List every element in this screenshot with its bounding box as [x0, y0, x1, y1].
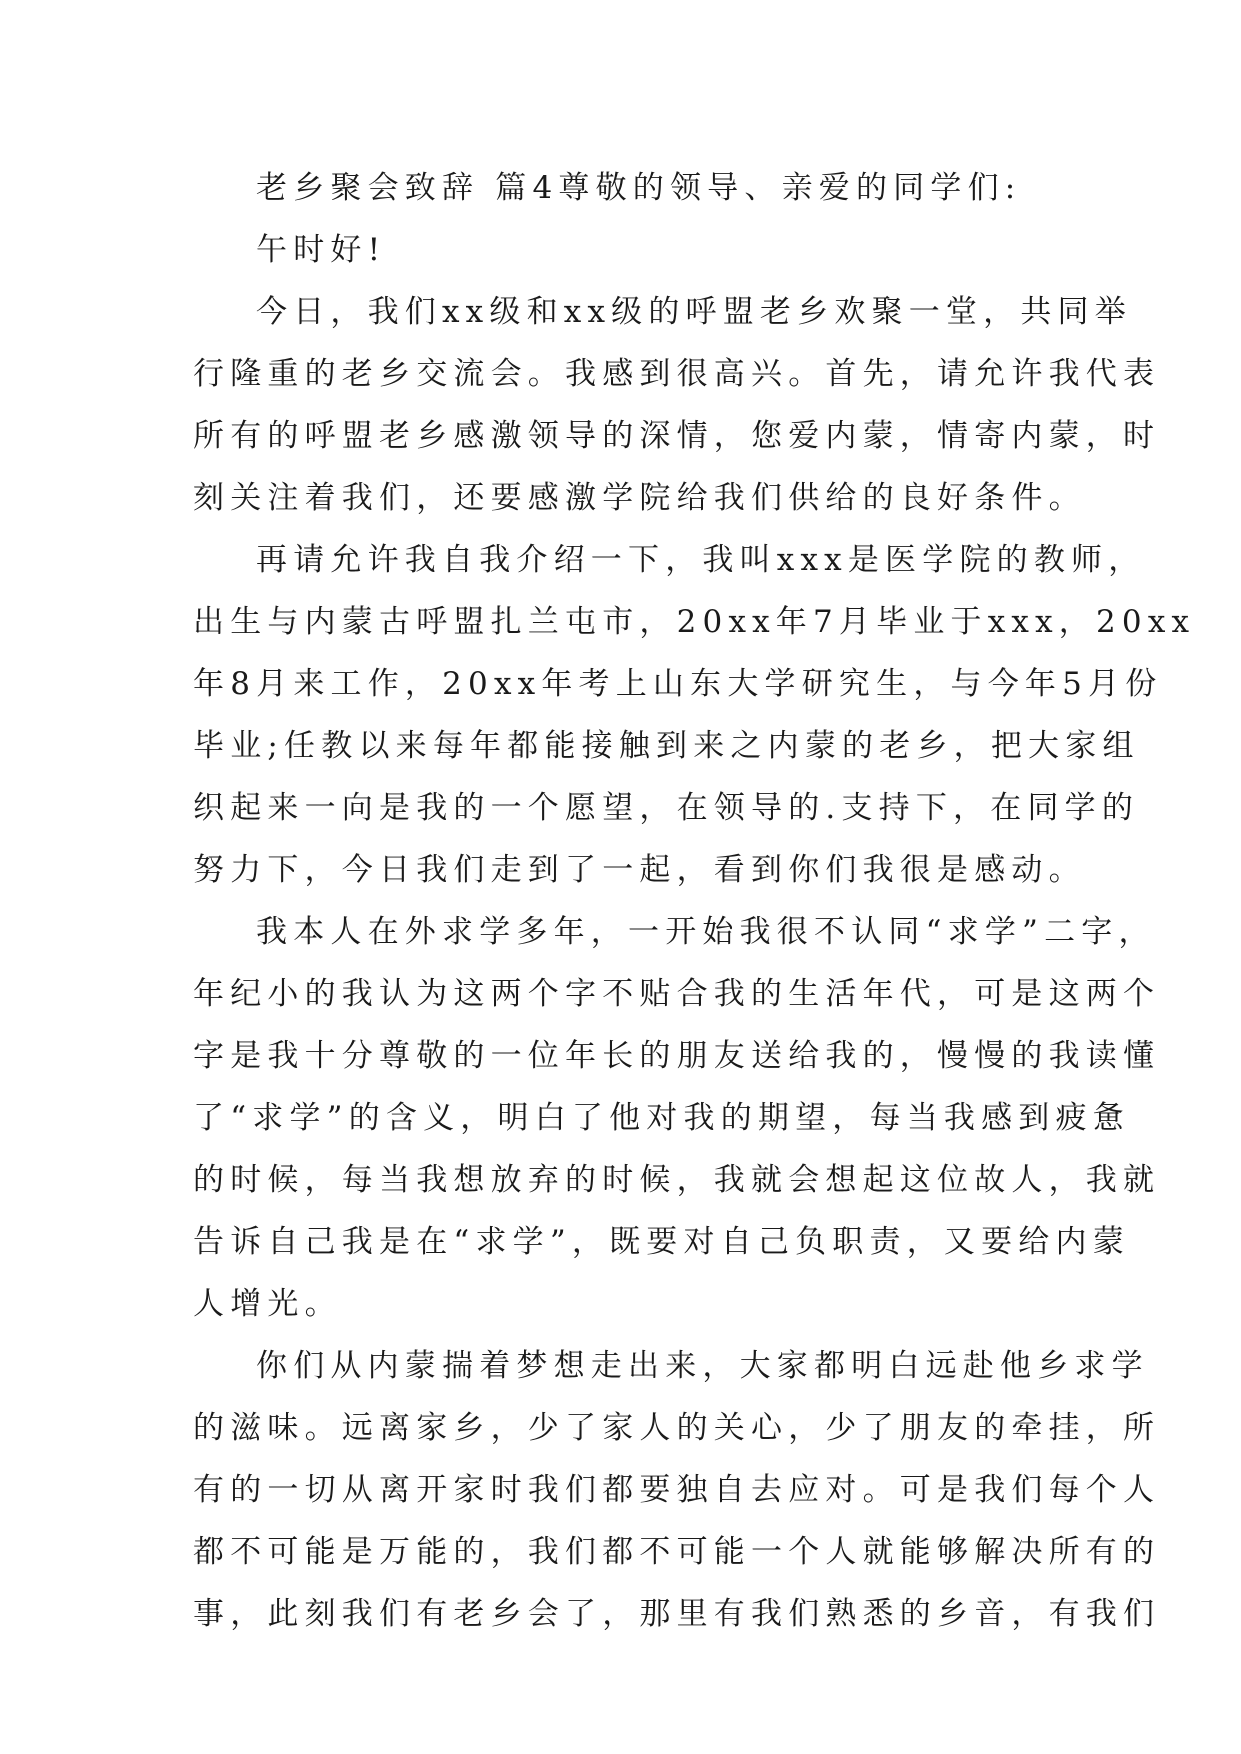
text-line: 织起来一向是我的一个愿望，在领导的.支持下，在同学的: [193, 790, 1140, 826]
text-line: 了“求学”的含义，明白了他对我的期望，每当我感到疲惫: [193, 1100, 1130, 1136]
text-line: 所有的呼盟老乡感激领导的深情，您爱内蒙，情寄内蒙，时: [193, 418, 1161, 454]
text-line: 老乡聚会致辞 篇4尊敬的领导、亲爱的同学们:: [256, 170, 1022, 206]
text-line: 刻关注着我们，还要感激学院给我们供给的良好条件。: [193, 480, 1086, 516]
text-line: 再请允许我自我介绍一下，我叫xxx是医学院的教师，: [256, 542, 1146, 578]
text-line: 年纪小的我认为这两个字不贴合我的生活年代，可是这两个: [193, 976, 1161, 1012]
text-line: 今日，我们xx级和xx级的呼盟老乡欢聚一堂，共同举: [256, 294, 1132, 330]
text-line: 事，此刻我们有老乡会了，那里有我们熟悉的乡音，有我们: [193, 1596, 1161, 1632]
text-line: 年8月来工作，20xx年考上山东大学研究生，与今年5月份: [193, 666, 1163, 702]
text-line: 字是我十分尊敬的一位年长的朋友送给我的，慢慢的我读懂: [193, 1038, 1161, 1074]
text-line: 的滋味。远离家乡，少了家人的关心，少了朋友的牵挂，所: [193, 1410, 1161, 1446]
text-line: 有的一切从离开家时我们都要独自去应对。可是我们每个人: [193, 1472, 1161, 1508]
text-line: 我本人在外求学多年，一开始我很不认同“求学”二字，: [256, 914, 1156, 950]
text-line: 努力下，今日我们走到了一起，看到你们我很是感动。: [193, 852, 1086, 888]
text-line: 午时好!: [256, 232, 387, 268]
text-line: 的时候，每当我想放弃的时候，我就会想起这位故人，我就: [193, 1162, 1161, 1198]
text-line: 告诉自己我是在“求学”，既要对自己负职责，又要给内蒙: [193, 1224, 1130, 1260]
text-line: 毕业;任教以来每年都能接触到来之内蒙的老乡，把大家组: [193, 728, 1140, 764]
text-line: 出生与内蒙古呼盟扎兰屯市，20xx年7月毕业于xxx，20xx: [193, 604, 1196, 640]
text-line: 你们从内蒙揣着梦想走出来，大家都明白远赴他乡求学: [256, 1348, 1149, 1384]
text-line: 行隆重的老乡交流会。我感到很高兴。首先，请允许我代表: [193, 356, 1161, 392]
text-line: 都不可能是万能的，我们都不可能一个人就能够解决所有的: [193, 1534, 1161, 1570]
text-line: 人增光。: [193, 1286, 342, 1322]
